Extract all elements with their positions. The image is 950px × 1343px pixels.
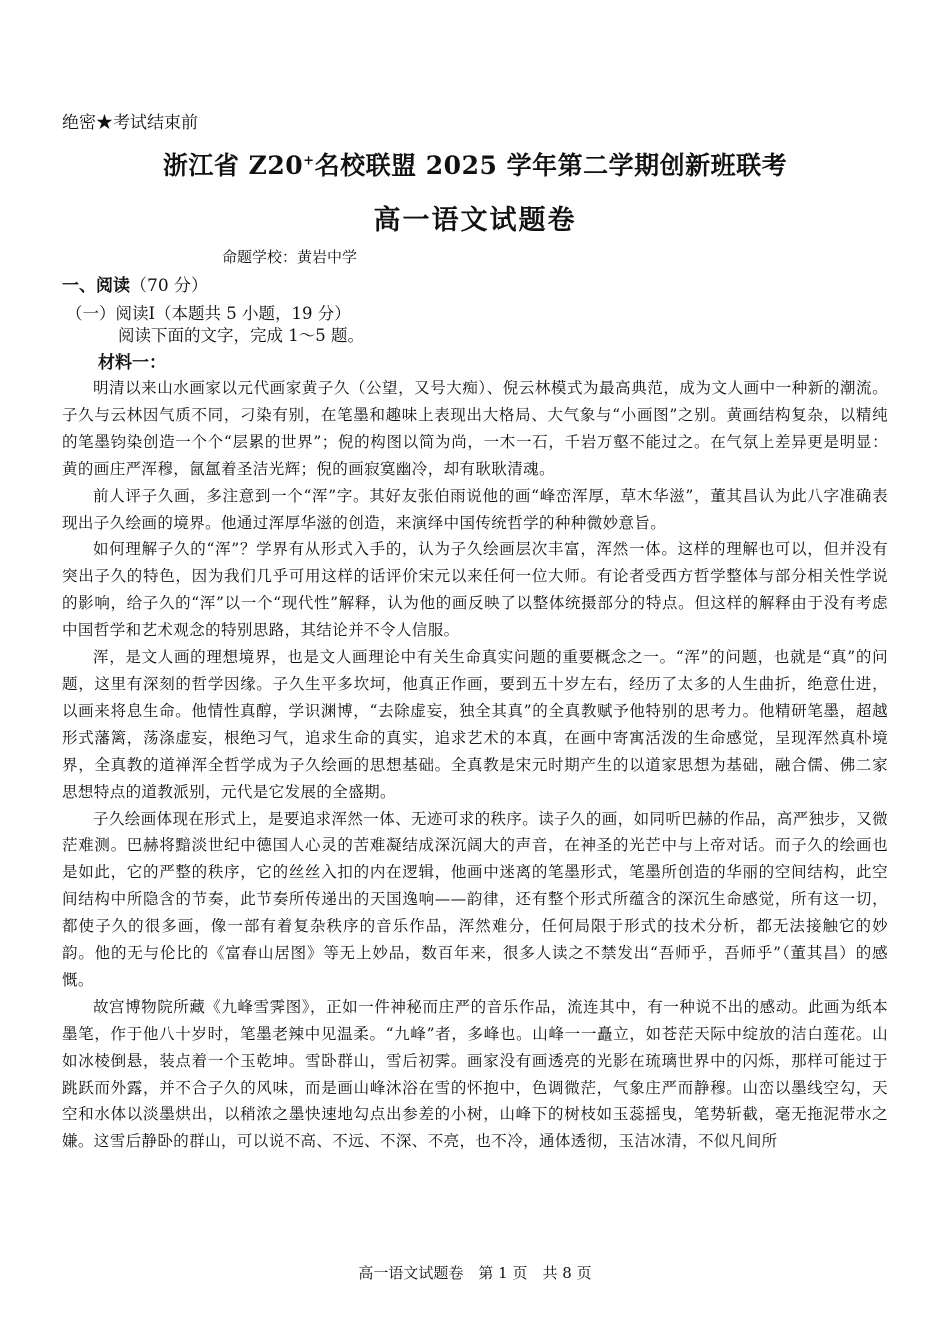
part-heading: （一）阅读Ⅰ（本题共 5 小题，19 分） [66, 304, 351, 323]
section-heading-title: 一、阅读 [62, 276, 130, 296]
paragraph-4: 浑，是文人画的理想境界，也是文人画理论中有关生命真实问题的重要概念之一。“浑”的问题，也就是“真”的问题，这里有深刻的哲学因缘。子久生平多坎坷，他真正作画，要到五十岁左右，经历了太多的人生曲折，绝意仕进，以画来将息生命。他情性真醇，学识渊博，“去除虚妄，独全其真”的全真教赋予他特别的思考力。他精研笔墨，超越形式藩篱，荡涤虚妄，根绝习气，追求生命的真实，追求艺术的本真，在画中寄寓活泼的生命感觉，呈现浑然真朴境界，全真教的道禅浑全哲学成为子久绘画的思想基础。全真教是宋元时期产生的以道家思想为基础，融合儒、佛二家思想特点的道教派别，元代是它发展的全盛期。 [62, 648, 888, 801]
school-line: 命题学校：黄岩中学 [222, 248, 358, 266]
material-body [62, 375, 888, 1155]
exam-title-sup: + [303, 153, 315, 169]
paragraph-1: 明清以来山水画家以元代画家黄子久（公望，又号大痴）、倪云林模式为最高典范，成为文人画中一种新的潮流。子久与云林因气质不同，刁染有别，在笔墨和趣味上表现出大格局、大气象与“小画图”之别。黄画结构复杂，以精纯的笔墨钧染创造一个个“层累的世界”；倪的构图以简为尚，一木一石，千岩万壑不能过之。在气氛上差异更是明显：黄的画庄严浑穆，氤氲着圣洁光辉；倪的画寂寞幽冷，却有耿耿清魂。 [62, 379, 888, 478]
paragraph-6: 故宫博物院所藏《九峰雪霁图》，正如一件神秘而庄严的音乐作品，流连其中，有一种说不出的感动。此画为纸本墨笔，作于他八十岁时，笔墨老辣中见温柔。“九峰”者，多峰也。山峰一一矗立，如苍茫天际中绽放的洁白莲花。山如冰棱倒悬，装点着一个玉乾坤。雪卧群山，雪后初霁。画家没有画透亮的光影在琉璃世界中的闪烁，那样可能过于跳跃而外露，并不合子久的风味，而是画山峰沐浴在雪的怀抱中，色调微茫，气象庄严而静穆。山峦以墨线空勾，天空和水体以淡墨烘出，以稍浓之墨快速地勾点出参差的小树，山峰下的树枝如玉蕊摇曳，笔势斩截，毫无拖泥带水之嫌。这雪后静卧的群山，可以说不高、不远、不深、不亮，也不冷，通体透彻，玉洁冰清，不似凡间所 [62, 997, 888, 1151]
paragraph-2: 前人评子久画，多注意到一个“浑”字。其好友张伯雨说他的画“峰峦浑厚，草木华滋”，董其昌认为此八字准确表现出子久绘画的境界。他通过浑厚华滋的创造，来演绎中国传统哲学的种种微妙意旨。 [62, 486, 888, 532]
exam-subtitle: 高一语文试题卷 [373, 205, 577, 236]
paragraph-3: 如何理解子久的“浑”？学界有从形式入手的，认为子久绘画层次丰富，浑然一体。这样的理解也可以，但并没有突出子久的特色，因为我们几乎可用这样的话评价宋元以来任何一位大师。有论者受西方哲学整体与部分相关性学说的影响，给子久的“浑”以一个“现代性”解释，认为他的画反映了以整体统摄部分的特点。但这样的解释由于没有考虑中国哲学和艺术观念的特别思路，其结论并不令人信服。 [62, 540, 888, 640]
instruction-line: 阅读下面的文字，完成 1～5 题。 [118, 326, 364, 345]
page-footer: 高一语文试题卷 第 1 页 共 8 页 [358, 1264, 592, 1282]
confidential-mark: 绝密★考试结束前 [62, 113, 198, 133]
exam-title-part2: 名校联盟 2025 学年第二学期创新班联考 [314, 151, 788, 180]
paragraph-5: 子久绘画体现在形式上，是要追求浑然一体、无迹可求的秩序。读子久的画，如同听巴赫的作品，高严独步，又微茫难测。巴赫将黯淡世纪中德国人心灵的苦难凝结成深沉阔大的声音，在神圣的光芒中与上帝对话。而子久的绘画也是如此，它的严整的秩序，它的丝丝入扣的内在逻辑，他画中迷离的笔墨形式，笔墨所创造的华丽的空间结构，此空间结构中所隐含的节奏，此节奏所传递出的天国逸响——韵律，还有整个形式所蕴含的深沉生命感觉，所有这一切，都使子久的很多画，像一部有着复杂秩序的音乐作品，浑然难分，任何局限于形式的技术分析，都无法接触它的妙韵。他的无与伦比的《富春山居图》等无上妙品，数百年来，很多人读之不禁发出“吾师乎，吾师乎”（董其昌）的感慨。 [62, 809, 889, 989]
material-label: 材料一： [98, 353, 166, 373]
section-heading-score: （70 分） [130, 276, 209, 296]
section-heading [62, 271, 208, 296]
exam-title-part1: 浙江省 Z20 [162, 151, 304, 180]
exam-title [0, 146, 950, 182]
